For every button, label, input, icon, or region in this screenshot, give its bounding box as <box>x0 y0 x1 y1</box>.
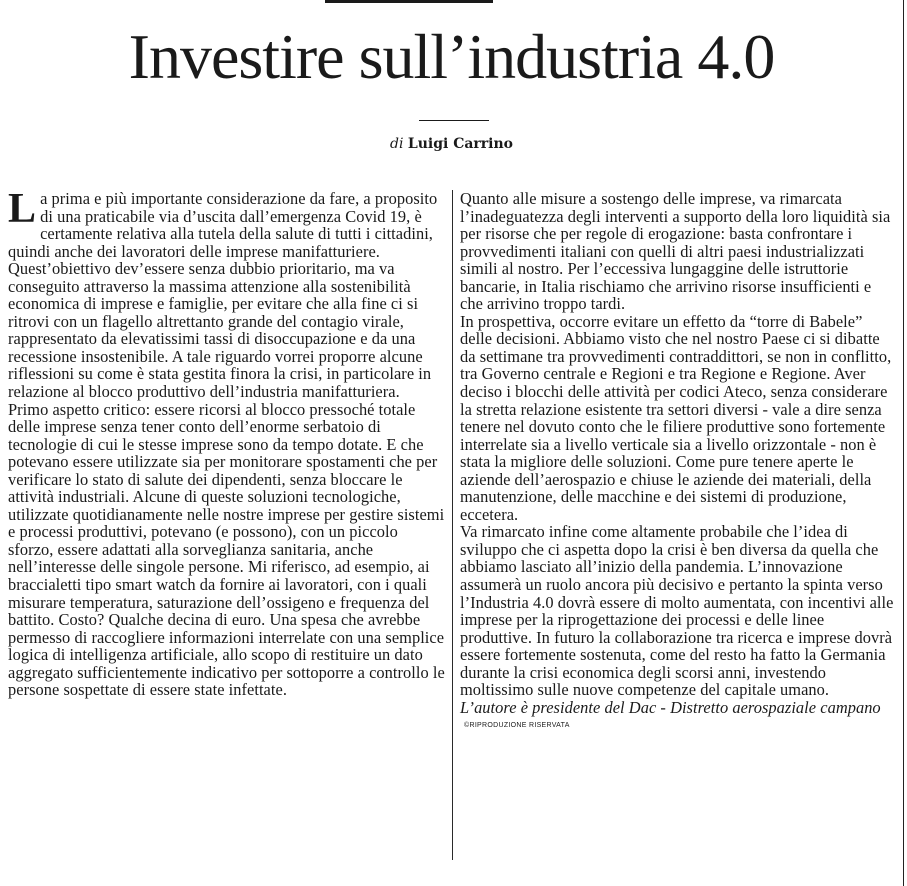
drop-cap: L <box>8 186 37 232</box>
page-edge-rule <box>903 0 904 886</box>
top-rule <box>325 0 493 3</box>
article-paragraph: Quanto alle misure a sostengo delle imprese, va rimarcata l’inadeguatezza degli interventi a supporto della loro liquidità sia per risorse che per regole di erogazione: basta confrontare i provvedimenti italiani con quelli di altri paesi industrializzati simili al nostro. Per l’eccessiva lungaggine delle istruttorie bancarie, in Italia rischiamo che arrivino risorse insufficienti e che arrivino troppo tardi. <box>460 189 891 314</box>
article-paragraph: In prospettiva, occorre evitare un effetto da “torre di Babele” delle decisioni. Abbiamo visto che nel nostro Paese ci si dibatte da settimane tra provvedimenti contraddittori, se non in conflitto, tra Governo centrale e Regioni e tra Regione e Regione. Aver deciso i blocchi delle attività per codici Ateco, senza considerare la stretta relazione esistente tra settori diversi - vale a dire senza tenere nel dovuto conto che le filiere produttive sono fortemente interrelate sia a livello verticale sia a livello orizzontale - non è stata la migliore delle soluzioni. Come pure tenere aperte le aziende dell’aerospazio e chiuse le aziende dei materiali, della manutenzione, delle macchine e dei sistemi di produzione, eccetera. <box>460 311 892 524</box>
paragraph-text: a prima e più importante considerazione da fare, a proposito di una praticabile via d’uscita dall’emergenza Covid 19, è certamente relativa alla tutela della salute di tutti i cittadini, quindi anche dei lavoratori delle imprese manifatturiere. <box>8 189 438 261</box>
byline-prefix: di <box>389 136 404 152</box>
article-title: Investire sull’industria 4.0 <box>128 21 775 92</box>
article-paragraph: Quest’obiettivo dev’essere senza dubbio prioritario, ma va conseguito attraverso la massima attenzione alla sostenibilità economica di imprese e famiglie, per evitare che alla fine ci si ritrovi con un flagello altrettanto grande del contagio virale, rappresentato da elevatissimi tassi di disoccupazione e da una recessione insostenibile. A tale riguardo vorrei proporre alcune riflessioni su come è stata gestita finora la crisi, in particolare in relazione al blocco produttivo dell’industria manifatturiera. <box>8 259 432 402</box>
article-column-right <box>460 190 896 732</box>
author-name: Luigi Carrino <box>407 136 514 152</box>
column-divider <box>452 190 453 860</box>
article-paragraph <box>8 186 446 261</box>
title-divider <box>419 120 489 121</box>
author-note: L’autore è presidente del Dac - Distretto aerospaziale campano <box>460 697 881 717</box>
article-paragraph: Va rimarcato infine come altamente probabile che l’idea di sviluppo che ci aspetta dopo la crisi è ben diversa da quella che abbiamo lasciato all’inizio della pandemia. L’innovazione assumerà un ruolo ancora più decisivo e pertanto la spinta verso l’Industria 4.0 dovrà essere di molto aumentata, con incentivi alle imprese per la riprogettazione dei processi e delle linee produttive. In futuro la collaborazione tra ricerca e imprese dovrà essere fortemente sostenuta, come del resto ha fatto la Germania durante la crisi economica degli scorsi anni, investendo moltissimo sulle nuove competenze del capitale umano. <box>460 522 894 700</box>
article-column-left <box>8 186 446 700</box>
copyright-notice: ©RIPRODUZIONE RISERVATA <box>464 722 570 730</box>
article-paragraph: Primo aspetto critico: essere ricorsi al blocco pressoché totale delle imprese senza tener conto dell’enorme serbatoio di tecnologie di cui le stesse imprese sono da tempo dotate. E che potevano essere utilizzate sia per monitorare spostamenti che per verificare lo stato di salute dei dipendenti, senza bloccare le attività industriali. Alcune di queste soluzioni tecnologiche, utilizzate quotidianamente nelle nostre imprese per gestire sistemi e processi produttivi, potevano (e possono), con un piccolo sforzo, essere adattati alla sorveglianza sanitaria, anche nell’interesse delle singole persone. Mi riferisco, ad esempio, ai braccialetti tipo smart watch da fornire ai lavoratori, con i quali misurare temperatura, saturazione dell’ossigeno e frequenza del battito. Costo? Qualche decina di euro. Una spesa che avrebbe permesso di raccogliere informazioni interrelate con una semplice logica di intelligenza artificiale, allo scopo di restituire un dato aggregato sufficientemente indicativo per sottoporre a controllo le persone sospettate di essere state infettate. <box>8 399 445 700</box>
byline <box>0 134 903 154</box>
